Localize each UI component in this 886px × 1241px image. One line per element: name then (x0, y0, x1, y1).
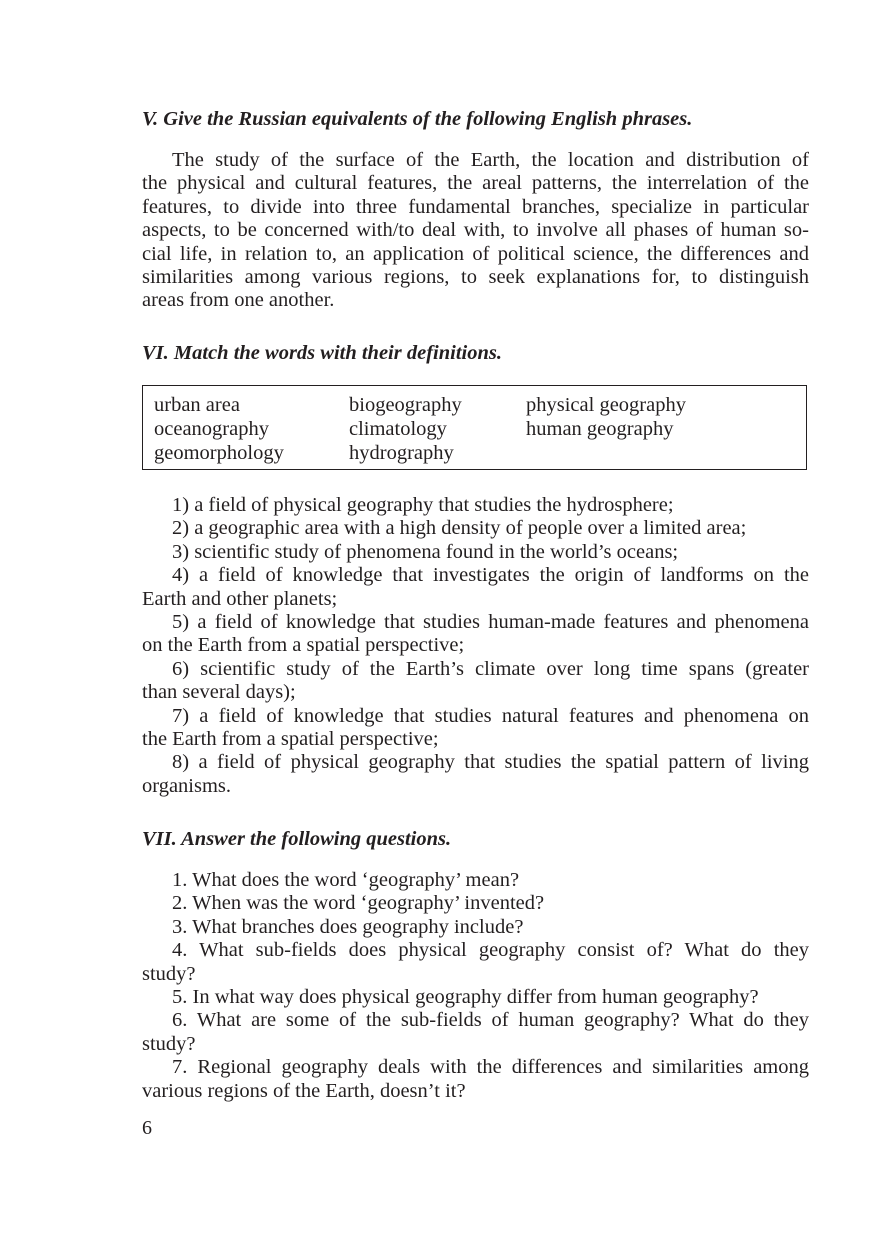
question-item: 7. Regional geography deals with the differences and similarities among (172, 1056, 809, 1079)
questions-list (142, 869, 809, 1103)
definition-item: 2) a geographic area with a high density of people over a limited area; (172, 517, 747, 540)
word-bank-item: oceanography (154, 418, 269, 440)
definition-item: 5) a field of knowledge that studies human-made features and phenomena (172, 611, 809, 634)
word-bank-box (142, 385, 807, 470)
question-item-continued: study? (142, 962, 196, 985)
word-bank-item: hydrography (349, 442, 454, 464)
paragraph-line: cial life, in relation to, an application of political science, the differences and (142, 242, 809, 265)
question-item-continued: various regions of the Earth, doesn’t it? (142, 1079, 466, 1102)
question-item: 5. In what way does physical geography differ from human geography? (172, 986, 759, 1009)
definition-item: 4) a field of knowledge that investigates the origin of landforms on the (172, 564, 809, 587)
section-v-heading: V. Give the Russian equivalents of the following English phrases. (142, 108, 693, 130)
definition-item-continued: on the Earth from a spatial perspective; (142, 634, 465, 657)
question-item: 6. What are some of the sub-fields of human geography? What do they (172, 1009, 809, 1032)
section-vii-heading: VII. Answer the following questions. (142, 828, 452, 850)
definition-item-continued: Earth and other planets; (142, 587, 338, 610)
definition-item-continued: the Earth from a spatial perspective; (142, 728, 439, 751)
paragraph-line: the physical and cultural features, the areal patterns, the interrelation of the (142, 172, 809, 195)
word-bank-item: urban area (154, 394, 240, 416)
question-item: 2. When was the word ‘geography’ invented? (172, 892, 545, 915)
definition-item: 7) a field of knowledge that studies natural features and phenomena on (172, 704, 809, 727)
definition-item-continued: than several days); (142, 681, 296, 704)
definitions-list (142, 494, 809, 798)
definition-item: 1) a field of physical geography that studies the hydrosphere; (172, 494, 674, 516)
question-item-continued: study? (142, 1032, 196, 1055)
definition-item: 6) scientific study of the Earth’s climate over long time spans (greater (172, 657, 809, 680)
question-item: 1. What does the word ‘geography’ mean? (172, 869, 520, 891)
section-v-paragraph (142, 149, 809, 313)
definition-item: 3) scientific study of phenomena found in the world’s oceans; (172, 540, 679, 563)
definition-item: 8) a field of physical geography that studies the spatial pattern of living (172, 751, 809, 774)
paragraph-line: features, to divide into three fundamental branches, specialize in particular (142, 195, 809, 218)
definition-item-continued: organisms. (142, 774, 232, 797)
word-bank-item: physical geography (526, 394, 686, 416)
paragraph-line: The study of the surface of the Earth, the location and distribution of (172, 149, 809, 171)
word-bank-item: biogeography (349, 394, 462, 416)
paragraph-line: areas from one another. (142, 289, 335, 312)
word-bank-item: human geography (526, 418, 674, 440)
word-bank-item: geomorphology (154, 442, 284, 464)
question-item: 4. What sub-fields does physical geography consist of? What do they (172, 939, 809, 962)
paragraph-line: similarities among various regions, to seek explanations for, to distinguish (142, 266, 809, 289)
word-bank-item: climatology (349, 418, 447, 440)
paragraph-line: aspects, to be concerned with/to deal with, to involve all phases of human so- (142, 219, 809, 242)
question-item: 3. What branches does geography include? (172, 915, 524, 938)
section-vi-heading: VI. Match the words with their definitions. (142, 342, 502, 364)
page-number: 6 (142, 1117, 152, 1139)
